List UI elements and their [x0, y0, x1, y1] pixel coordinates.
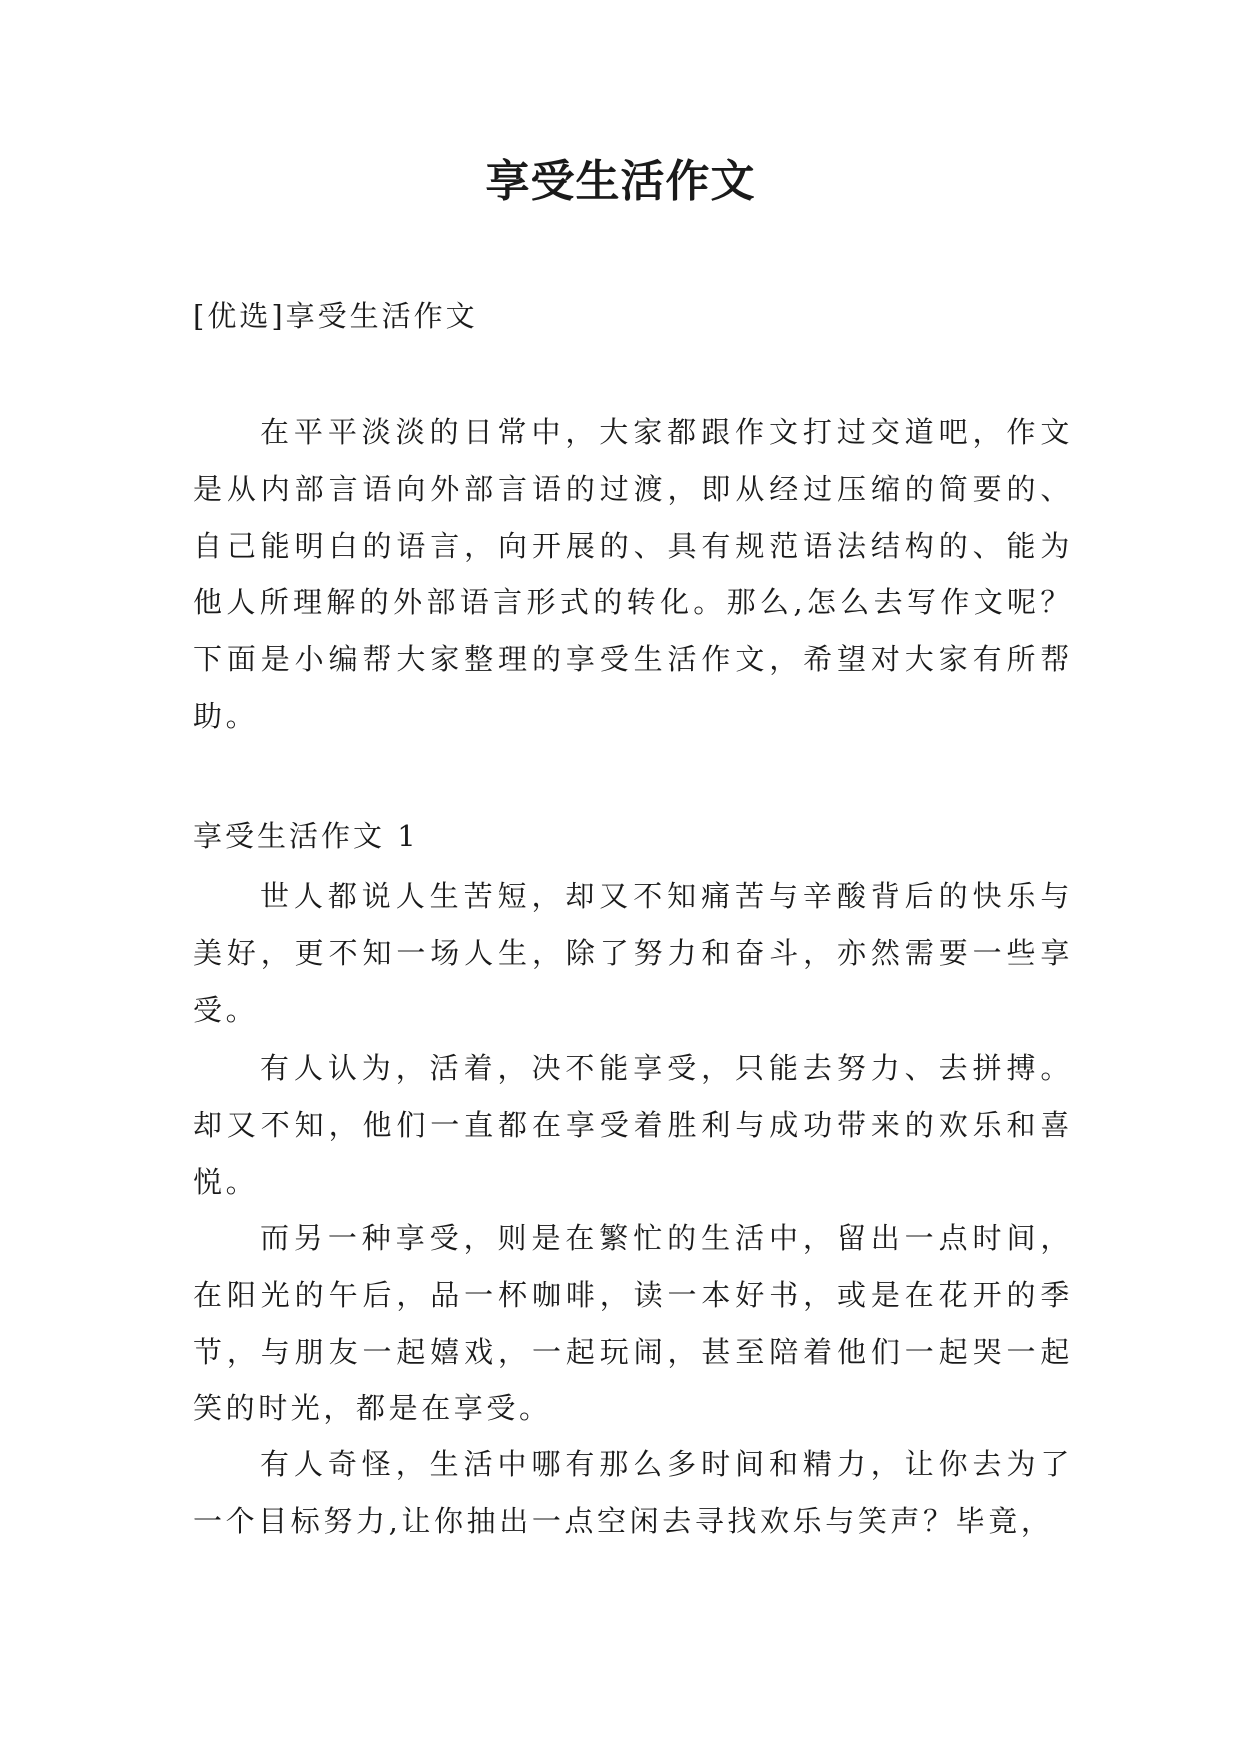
body-paragraph: 有人奇怪，生活中哪有那么多时间和精力，让你去为了一个目标努力,让你抽出一点空闲去寻找欢乐与笑声？毕竟， — [193, 1447, 1073, 1538]
body-paragraph: 有人认为，活着，决不能享受，只能去努力、去拼搏。却又不知，他们一直都在享受着胜利与成功带来的欢乐和喜悦。 — [193, 1051, 1073, 1199]
body-paragraph: 世人都说人生苦短，却又不知痛苦与辛酸背后的快乐与美好，更不知一场人生，除了努力和奋斗，亦然需要一些享受。 — [193, 879, 1073, 1027]
intro-paragraph: 在平平淡淡的日常中，大家都跟作文打过交道吧，作文是从内部言语向外部言语的过渡，即从经过压缩的简要的、自己能明白的语言，向开展的、具有规范语法结构的、能为他人所理解的外部语言形式的转化。那么,怎么去写作文呢？下面是小编帮大家整理的享受生活作文，希望对大家有所帮助。 — [193, 415, 1073, 733]
document-title: 享受生活作文 — [485, 156, 756, 207]
document-subtitle: [优选]享受生活作文 — [193, 299, 478, 333]
section-heading: 享受生活作文 1 — [193, 819, 419, 853]
body-paragraph: 而另一种享受，则是在繁忙的生活中，留出一点时间，在阳光的午后，品一杯咖啡，读一本好书，或是在花开的季节，与朋友一起嬉戏，一起玩闹，甚至陪着他们一起哭一起笑的时光，都是在享受。 — [193, 1221, 1073, 1426]
